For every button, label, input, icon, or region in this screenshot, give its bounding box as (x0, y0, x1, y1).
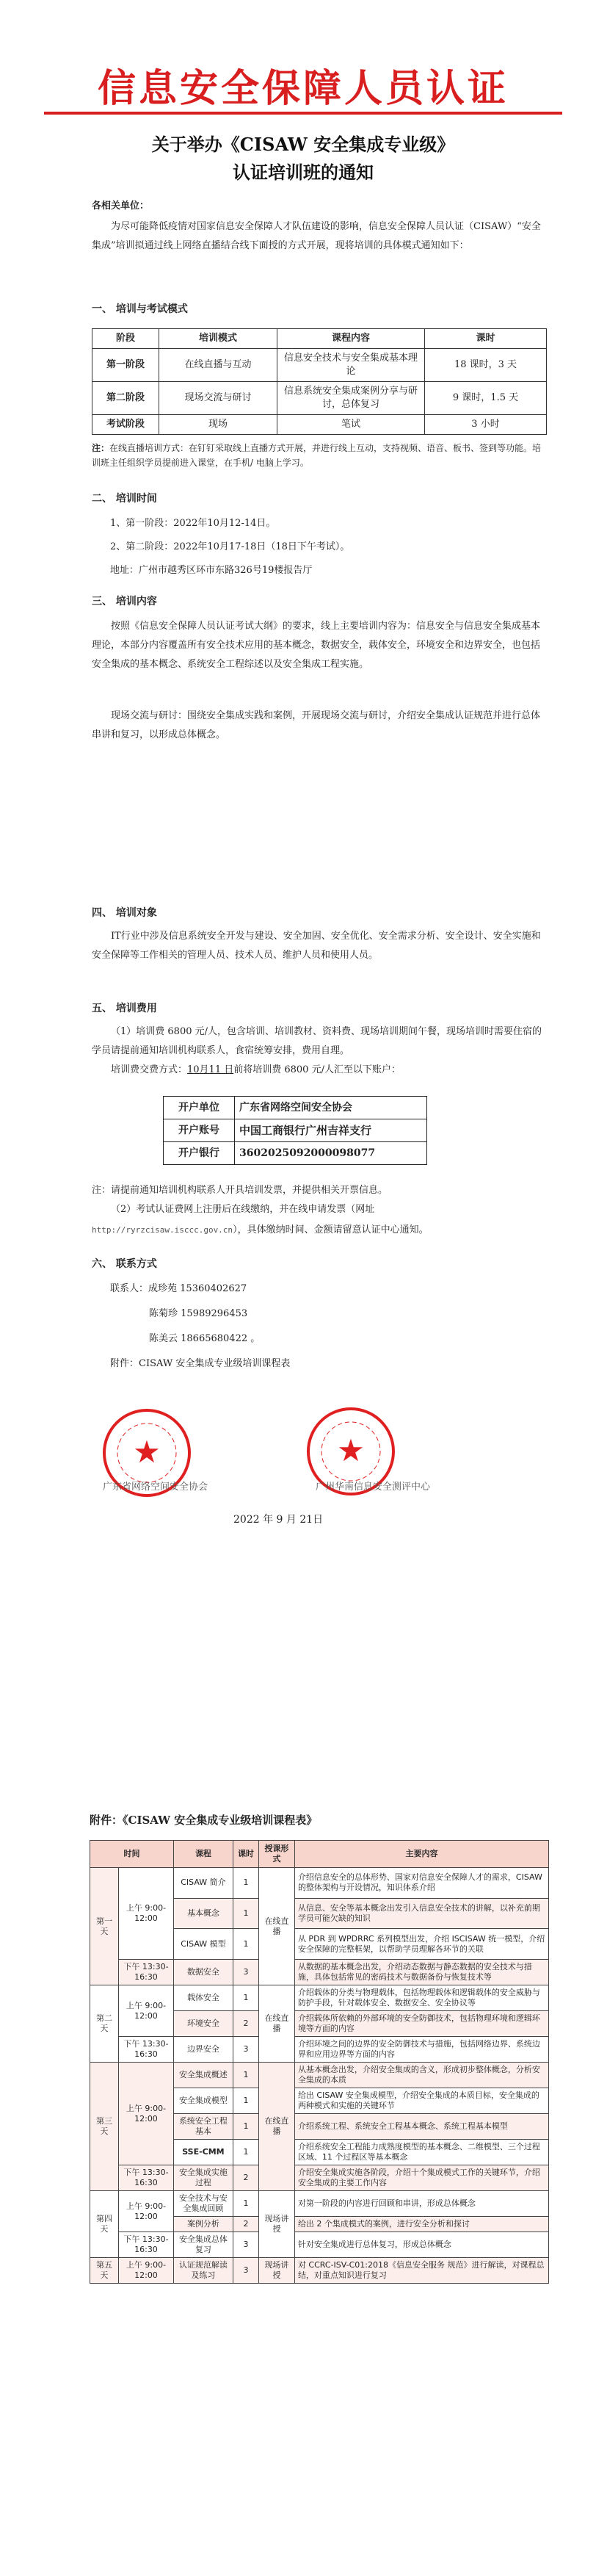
payment-suffix: 前将培训费 6800 元/人汇至以下账户： (233, 1064, 401, 1075)
table-row (92, 382, 547, 415)
table-cell: 开户单位 (164, 1097, 235, 1119)
section-3-heading: 三、 培训内容 (92, 596, 157, 607)
hours-cell: 1 (233, 1898, 258, 1929)
content-cell: 对第一阶段的内容进行回顾和串讲，形成总体概念 (294, 2191, 548, 2217)
mode-table (92, 328, 547, 435)
time-cell: 上午 9:00-12:00 (119, 2258, 174, 2284)
course-cell: 案例分析 (173, 2217, 233, 2232)
hours-cell: 1 (233, 2088, 258, 2114)
sign-date: 2022 年 9 月 21日 (233, 1514, 324, 1526)
contact-person: 陈菊珍 15989296453 (149, 1308, 248, 1319)
attachment-line: 附件：CISAW 安全集成专业级培训课程表 (110, 1358, 291, 1369)
table-header-row (90, 1841, 549, 1868)
course-schedule-table (90, 1840, 549, 2284)
table-row (90, 2037, 549, 2063)
sign-org-1: 广东省网络空间安全协会 (103, 1482, 208, 1493)
day-cell: 第三天 (90, 2063, 119, 2191)
course-cell: 边界安全 (173, 2037, 233, 2063)
course-cell: 安全集成模型 (173, 2088, 233, 2114)
time-cell: 上午 9:00-12:00 (119, 1985, 174, 2037)
red-divider (44, 112, 562, 115)
time-line-1: 1、第一阶段：2022年10月12-14日。 (110, 518, 276, 529)
table-header: 阶段 (92, 329, 159, 349)
table-cell: 开户账号 (164, 1119, 235, 1142)
contact-line (110, 1280, 565, 1299)
hours-cell: 1 (233, 1868, 258, 1899)
table-header: 培训模式 (159, 329, 277, 349)
content-paragraph-1: 按照《信息安全保障人员认证考试大纲》的要求，线上主要培训内容为：信息安全与信息安全集成基本理论，本部分内容覆盖所有安全技术应用的基本概念，数据安全，载体安全，环境安全和边界安全，也包括安全集成的基本概念、系统安全工程综述以及安全集成工程实施。 (92, 621, 541, 670)
table-row (90, 1868, 549, 1899)
note-label: 注： (92, 443, 110, 453)
hours-cell: 2 (233, 2165, 258, 2191)
time-cell: 上午 9:00-12:00 (119, 1868, 174, 1960)
table-row (90, 2063, 549, 2088)
section-2-heading: 二、 培训时间 (92, 493, 157, 505)
hours-cell: 2 (233, 2011, 258, 2037)
hours-cell: 1 (233, 2063, 258, 2088)
table-header: 授课形式 (258, 1841, 294, 1868)
course-cell: 安全集成总体复习 (173, 2232, 233, 2258)
table-cell: 现场 (159, 415, 277, 435)
course-cell: 认证规范解读及练习 (173, 2258, 233, 2284)
time-cell: 上午 9:00-12:00 (119, 2063, 174, 2165)
hours-cell: 1 (233, 1929, 258, 1960)
table-row (90, 2258, 549, 2284)
mode-cell: 在线直播 (258, 2063, 294, 2191)
bank-account-table (163, 1096, 427, 1165)
mode-cell: 现场讲授 (258, 2258, 294, 2284)
table-cell: 第一阶段 (92, 349, 159, 382)
content-cell: 介绍系统工程、系统安全工程基本概念、系统工程基本模型 (294, 2114, 548, 2140)
table-cell: 广东省网络空间安全协会 (235, 1097, 427, 1119)
table-row (90, 1960, 549, 1985)
table-row (164, 1119, 427, 1142)
payment-deadline: 10月11 日 (187, 1064, 234, 1075)
table-header: 课程 (173, 1841, 233, 1868)
table-header: 课时 (233, 1841, 258, 1868)
fee-paragraph-2-cont (92, 1221, 547, 1240)
course-cell: 数据安全 (173, 1960, 233, 1985)
table-cell: 3 小时 (425, 415, 547, 435)
notice-title (44, 131, 562, 187)
table-header-row (92, 329, 547, 349)
content-cell: 从数据的基本概念出发，介绍动态数据与静态数据的安全技术与措施，具体包括常见的密码技术与数据备份与恢复技术等 (294, 1960, 548, 1985)
content-cell: 介绍系统安全工程能力成熟度模型的基本概念、二维模型、三个过程区域、11 个过程区等基本概念 (294, 2140, 548, 2165)
table-header: 时间 (90, 1841, 174, 1868)
content-cell: 针对安全集成进行总体复习，形成总体概念 (294, 2232, 548, 2258)
content-cell: 介绍环境之间的边界的安全防御技术与措施，包括网络边界、系统边界和应用边界等方面的内容 (294, 2037, 548, 2063)
table-cell: 中国工商银行广州吉祥支行 (235, 1119, 427, 1142)
table-cell: 9 课时，1.5 天 (425, 382, 547, 415)
course-cell: SSE-CMM (173, 2140, 233, 2165)
course-cell: CISAW 简介 (173, 1868, 233, 1899)
contact-person: 陈美云 18665680422 。 (149, 1333, 261, 1344)
note-text: 在线直播培训方式：在钉钉采取线上直播方式开展，并进行线上互动，支持视频、语音、板书、签到等功能。培训班主任组织学员提前进入课堂，在手机/ 电脑上学习。 (92, 443, 542, 468)
hours-cell: 3 (233, 1960, 258, 1985)
course-cell: 安全集成概述 (173, 2063, 233, 2088)
table-cell: 笔试 (277, 415, 425, 435)
course-cell: 系统安全工程基本 (173, 2114, 233, 2140)
table-cell: 第二阶段 (92, 382, 159, 415)
contact-label: 联系人： (110, 1283, 149, 1294)
content-cell: 介绍信息安全的总体形势、国家对信息安全保障人才的需求，CISAW 的整体架构与开设情况，知识体系介绍 (294, 1868, 548, 1899)
target-paragraph: IT行业中涉及信息系统安全开发与建设、安全加固、安全优化、安全需求分析、安全设计、安全实施和安全保障等工作相关的管理人员、技术人员、维护人员和使用人员。 (92, 931, 541, 961)
table-row (164, 1142, 427, 1165)
day-cell: 第二天 (90, 1985, 119, 2063)
course-cell: 安全技术与安全集成回顾 (173, 2191, 233, 2217)
address-line: 地址：广州市越秀区环市东路326号19楼报告厅 (110, 565, 313, 576)
content-cell: 介绍安全集成实施各阶段，介绍十个集成模式工作的关键环节，介绍安全集成的主要工作内容 (294, 2165, 548, 2191)
table-cell: 现场交流与研讨 (159, 382, 277, 415)
course-cell: 基本概念 (173, 1898, 233, 1929)
course-cell: 载体安全 (173, 1985, 233, 2011)
mode-cell: 在线直播 (258, 1985, 294, 2063)
mode-cell: 现场讲授 (258, 2191, 294, 2258)
table-cell: 开户银行 (164, 1142, 235, 1165)
section-6-heading: 六、 联系方式 (92, 1258, 157, 1270)
table-row (92, 349, 547, 382)
star-icon: ★ (337, 1432, 365, 1468)
banner-title: 信息安全保障人员认证 (97, 67, 509, 111)
content-cell: 给出 2 个集成模式的案例，进行安全分析和探讨 (294, 2217, 548, 2232)
course-cell: 环境安全 (173, 2011, 233, 2037)
invoice-note: 注：请提前通知培训机构联系人开具培训发票，并提供相关开票信息。 (92, 1185, 388, 1196)
table-header: 课时 (425, 329, 547, 349)
section-1-heading: 一、 培训与考试模式 (92, 303, 188, 315)
table-cell: 信息系统安全集成案例分享与研讨，总体复习 (277, 382, 425, 415)
table-row (90, 2165, 549, 2191)
star-icon: ★ (133, 1434, 161, 1470)
hours-cell: 1 (233, 2191, 258, 2217)
day-cell: 第四天 (90, 2191, 119, 2258)
greeting: 各相关单位： (92, 201, 150, 212)
cert-url-link[interactable]: http://ryrzcisaw.isccc.gov.cn (92, 1225, 233, 1235)
time-cell: 下午 13:30-16:30 (119, 2037, 174, 2063)
content-cell: 给出 CISAW 安全集成模型，介绍安全集成的本质目标，安全集成的两种模式和实施的关键环节 (294, 2088, 548, 2114)
sign-org-2: 广州华南信息安全测评中心 (316, 1482, 431, 1493)
content-cell: 对 CCRC-ISV-C01:2018《信息安全服务 规范》进行解读，对课程总结，对重点知识进行复习 (294, 2258, 548, 2284)
course-cell: 安全集成实施过程 (173, 2165, 233, 2191)
content-paragraph-2: 现场交流与研讨：围绕安全集成实践和案例，开展现场交流与研讨，介绍安全集成认证规范并进行总体串讲和复习，以形成总体概念。 (92, 710, 541, 740)
url-suffix: ），具体缴纳时间、金额请留意认证中心通知。 (233, 1224, 429, 1235)
mode-cell: 在线直播 (258, 1868, 294, 1985)
fee-paragraph-1: （1）培训费 6800 元/人，包含培训、培训教材、资料费、现场培训期间午餐，现场培训时需要住宿的学员请提前通知培训机构联系人，食宿统筹安排，费用自理。 (92, 1026, 542, 1056)
table-row (90, 2191, 549, 2217)
table-row (90, 1985, 549, 2011)
table-row (164, 1097, 427, 1119)
section-4-heading: 四、 培训对象 (92, 907, 157, 919)
time-cell: 下午 13:30-16:30 (119, 2232, 174, 2258)
table-cell: 考试阶段 (92, 415, 159, 435)
attachment-title: 附件：《CISAW 安全集成专业级培训课程表》 (90, 1814, 318, 1827)
table-cell: 3602025092000098077 (235, 1142, 427, 1165)
course-cell: CISAW 模型 (173, 1929, 233, 1960)
hours-cell: 1 (233, 1985, 258, 2011)
fee-paragraph-2: （2）考试认证费网上注册后在线缴纳，并在线申请发票（网址 (111, 1204, 375, 1215)
day-cell: 第五天 (90, 2258, 119, 2284)
time-cell: 下午 13:30-16:30 (119, 2165, 174, 2191)
table-row (90, 2232, 549, 2258)
table-header: 主要内容 (294, 1841, 548, 1868)
hours-cell: 3 (233, 2232, 258, 2258)
hours-cell: 3 (233, 2037, 258, 2063)
content-cell: 从信息、安全等基本概念出发引入信息安全技术的讲解，以补充前期学员可能欠缺的知识 (294, 1898, 548, 1929)
hours-cell: 3 (233, 2258, 258, 2284)
table-header: 课程内容 (277, 329, 425, 349)
content-cell: 从基本概念出发，介绍安全集成的含义，形成初步整体概念，分析安全集成的本质 (294, 2063, 548, 2088)
mode-note (92, 441, 547, 470)
table-row (92, 415, 547, 435)
hours-cell: 1 (233, 2140, 258, 2165)
content-cell: 介绍载体的分类与物理载体，包括物理载体和逻辑载体的安全威胁与防护手段，针对载体安全、数据安全、安全协议等 (294, 1985, 548, 2011)
time-line-2: 2、第二阶段：2022年10月17-18日（18日下午考试）。 (110, 541, 350, 552)
day-cell: 第一天 (90, 1868, 119, 1985)
section-5-heading: 五、 培训费用 (92, 1003, 157, 1014)
table-cell: 信息安全技术与安全集成基本理论 (277, 349, 425, 382)
time-cell: 下午 13:30-16:30 (119, 1960, 174, 1985)
time-cell: 上午 9:00-12:00 (119, 2191, 174, 2232)
fee-payment-line (92, 1061, 547, 1080)
payment-prefix: 培训费交费方式： (111, 1064, 188, 1075)
content-cell: 从 PDR 到 WPDRRC 系列模型出发，介绍 ISCISAW 统一模型，介绍安全保障的完整框架，以帮助学员理解各环节的关联 (294, 1929, 548, 1960)
hours-cell: 2 (233, 2217, 258, 2232)
title-line1: 关于举办《CISAW 安全集成专业级》 (151, 134, 455, 155)
content-cell: 介绍载体所依赖的外部环境的安全防御技术，包括物理环境和逻辑环境等方面的内容 (294, 2011, 548, 2037)
table-cell: 18 课时，3 天 (425, 349, 547, 382)
intro-paragraph: 为尽可能降低疫情对国家信息安全保障人才队伍建设的影响，信息安全保障人员认证（CISAW）“安全集成”培训拟通过线上网络直播结合线下面授的方式开展，现将培训的具体模式通知如下： (92, 221, 541, 251)
hours-cell: 1 (233, 2114, 258, 2140)
title-line2: 认证培训班的通知 (233, 162, 374, 183)
table-cell: 在线直播与互动 (159, 349, 277, 382)
contact-person: 成珍苑 15360402627 (148, 1283, 247, 1294)
